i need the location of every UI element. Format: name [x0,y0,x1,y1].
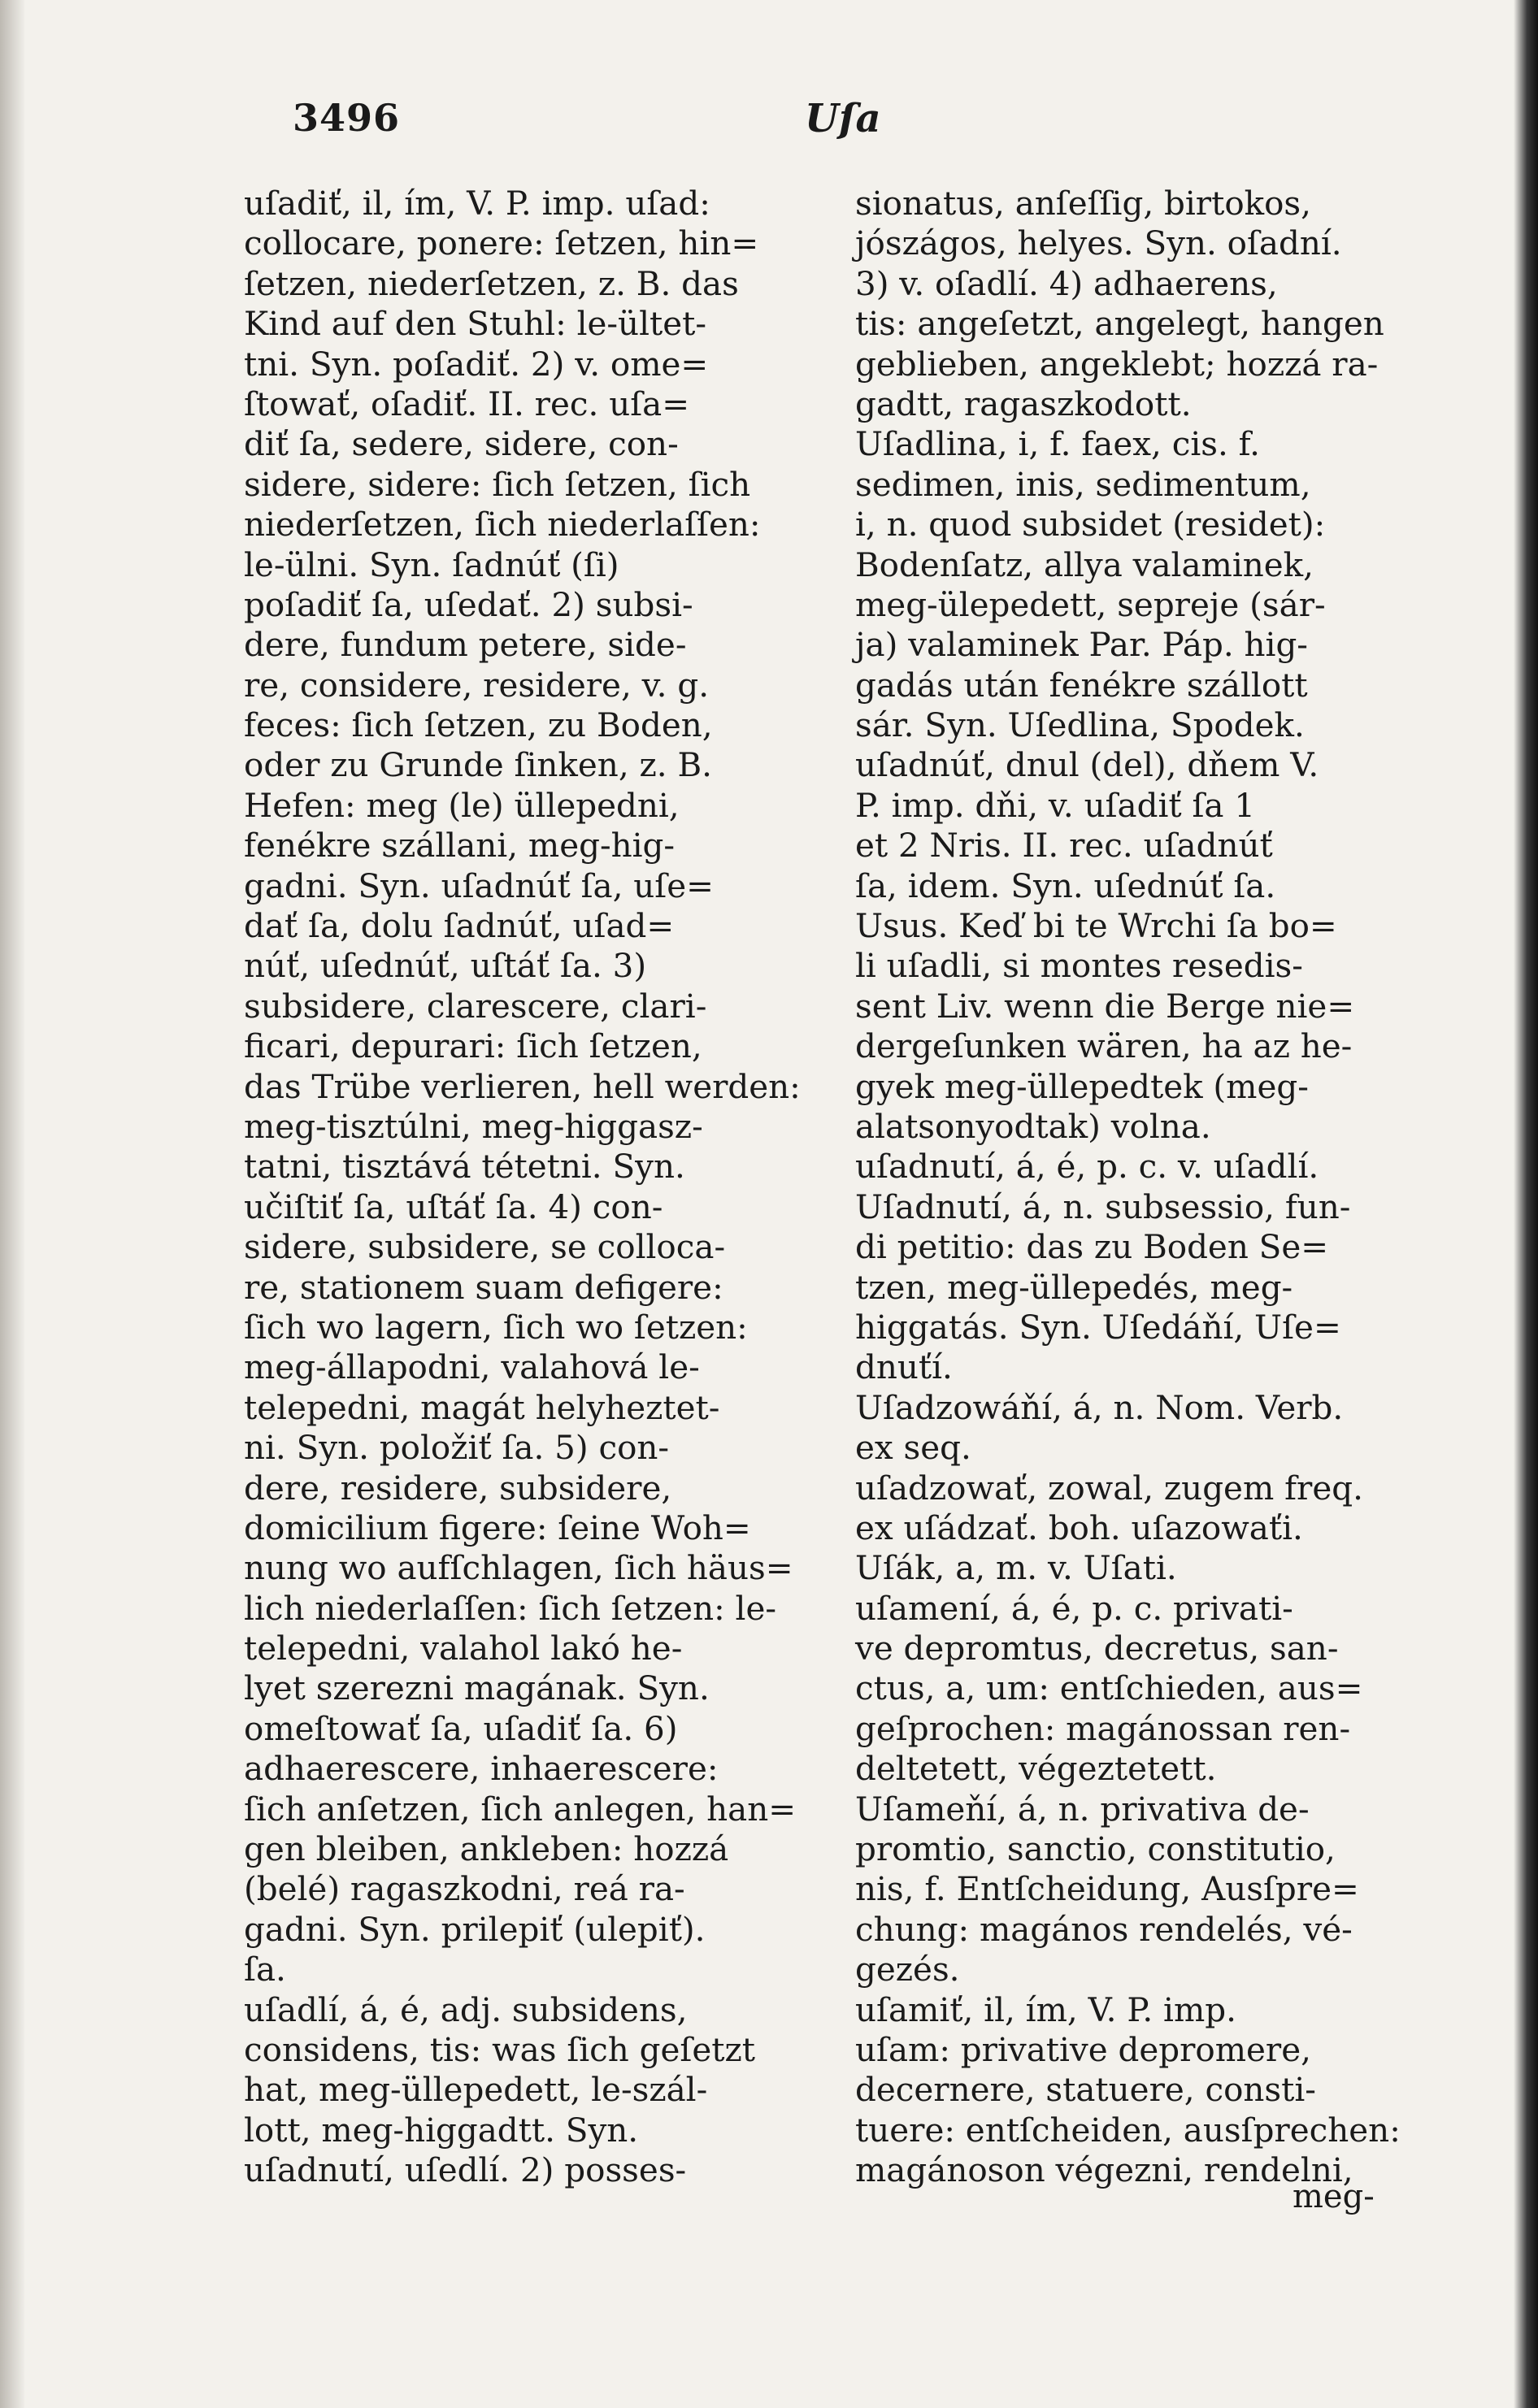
text-line: tni. Syn. poſadiť. 2) v. ome= [244,344,709,384]
text-line: ctus, a, um: entſchieden, aus= [855,1668,1363,1708]
text-line: uſadnúť, dnul (del), dňem V. [855,745,1319,785]
text-line: Uſák, a, m. v. Uſati. [855,1548,1177,1588]
text-line: uſam: privative depromere, [855,2029,1311,2069]
text-line: Uſadlina, i, f. faex, cis. f. [855,424,1260,464]
text-line: Usus. Keď bi te Wrchi ſa bo= [855,906,1337,946]
text-line: nung wo aufſchlagen, ſich häus= [244,1548,793,1588]
text-line: uſamení, á, é, p. c. privati- [855,1588,1293,1628]
text-line: uſamiť, il, ím, V. P. imp. [855,1989,1236,2029]
running-head-word: Uſa [805,96,881,141]
text-line: tzen, meg-üllepedés, meg- [855,1267,1293,1307]
text-line: ſich anſetzen, ſich anlegen, han= [244,1789,797,1829]
text-line: niederſetzen, ſich niederlaſſen: [244,505,761,545]
text-line: ſa. [244,1950,286,1989]
catchword: meg- [1293,2178,1375,2215]
text-line: re, stationem suam defigere: [244,1267,723,1307]
text-line: ſich wo lagern, ſich wo ſetzen: [244,1307,748,1347]
text-line: geblieben, angeklebt; hozzá ra- [855,344,1379,384]
text-line: gezés. [855,1950,960,1989]
text-line: deltetett, végeztetett. [855,1749,1217,1789]
text-line: dnuťí. [855,1347,953,1387]
text-line: collocare, ponere: ſetzen, hin= [244,223,759,263]
text-line: Bodenſatz, allya valaminek, [855,545,1314,584]
text-line: meg-tisztúlni, meg-higgasz- [244,1106,703,1146]
page-number: 3496 [293,96,401,140]
text-line: gadni. Syn. uſadnúť ſa, uſe= [244,866,714,905]
text-line: telepedni, magát helyheztet- [244,1387,720,1427]
text-line: gadtt, ragaszkodott. [855,384,1192,423]
text-line: li uſadli, si montes resedis- [855,946,1303,986]
text-line: oder zu Grunde ſinken, z. B. [244,745,712,785]
text-line: Uſameňí, á, n. privativa de- [855,1789,1310,1829]
text-line: núť, uſednúť, uſtáť ſa. 3) [244,946,647,986]
text-line: higgatás. Syn. Uſedáňí, Uſe= [855,1307,1341,1347]
text-line: diť ſa, sedere, sidere, con- [244,424,679,464]
text-line: meg-állapodni, valahová le- [244,1347,700,1387]
text-line: geſprochen: magánossan ren- [855,1708,1351,1748]
text-line: lyet szerezni magának. Syn. [244,1668,710,1708]
text-line: ni. Syn. položiť ſa. 5) con- [244,1428,670,1468]
text-line: telepedni, valahol lakó he- [244,1629,683,1668]
text-line: uſadnutí, á, é, p. c. v. uſadlí. [855,1147,1319,1187]
text-line: uſadnutí, uſedlí. 2) posses- [244,2150,687,2190]
text-line: poſadiť ſa, uſedať. 2) subsi- [244,584,693,624]
text-line: magánoson végezni, rendelni, [855,2150,1353,2190]
text-line: feces: ſich ſetzen, zu Boden, [244,705,713,745]
text-line: gadni. Syn. prilepiť (ulepiť). [244,1909,706,1949]
text-line: sedimen, inis, sedimentum, [855,464,1311,504]
text-line: dere, fundum petere, side- [244,625,687,665]
page-edge-shadow [1514,0,1538,2408]
text-line: (belé) ragaszkodni, reá ra- [244,1869,685,1909]
text-line: re, considere, residere, v. g. [244,665,710,705]
text-line: decernere, statuere, consti- [855,2070,1316,2110]
text-line: uſadiť, il, ím, V. P. imp. uſad: [244,184,710,223]
text-line: subsidere, clarescere, clari- [244,986,707,1026]
text-line: tatni, tisztává tétetni. Syn. [244,1147,685,1187]
text-line: tuere: entſcheiden, ausſprechen: [855,2110,1401,2150]
text-line: P. imp. dňi, v. uſadiť ſa 1 [855,785,1256,825]
text-line: Hefen: meg (le) üllepedni, [244,785,680,825]
text-line: tis: angeſetzt, angelegt, hangen [855,304,1384,344]
left-column [244,184,837,2191]
text-line: uſadzowať, zowal, zugem freq. [855,1468,1363,1508]
text-line: jószágos, helyes. Syn. oſadní. [855,223,1342,263]
text-line: fenékre szállani, meg-hig- [244,826,676,866]
text-line: lott, meg-higgadtt. Syn. [244,2110,639,2150]
text-line: sidere, sidere: ſich ſetzen, ſich [244,464,751,504]
right-column [855,184,1434,2191]
text-line: omeſtowať ſa, uſadiť ſa. 6) [244,1708,678,1748]
text-line: nis, f. Entſcheidung, Ausſpre= [855,1869,1359,1909]
text-line: lich niederlaſſen: ſich ſetzen: le- [244,1588,777,1628]
text-line: sár. Syn. Uſedlina, Spodek. [855,705,1305,745]
text-line: sionatus, anſeſſig, birtokos, [855,184,1311,223]
text-line: promtio, sanctio, constitutio, [855,1829,1336,1869]
text-line: alatsonyodtak) volna. [855,1106,1211,1146]
text-line: sent Liv. wenn die Berge nie= [855,986,1355,1026]
text-line: meg-ülepedett, sepreje (sár- [855,584,1326,624]
text-line: i, n. quod subsidet (residet): [855,505,1326,545]
binding-shadow [0,0,24,2408]
text-line: gadás után fenékre szállott [855,665,1308,705]
text-line: ve depromtus, decretus, san- [855,1629,1339,1668]
text-line: considens, tis: was ſich geſetzt [244,2029,756,2069]
text-line: ficari, depurari: ſich ſetzen, [244,1026,702,1066]
running-head [293,96,1431,145]
text-line: et 2 Nris. II. rec. uſadnúť [855,826,1273,866]
text-line: ex seq. [855,1428,971,1468]
text-line: dergeſunken wären, ha az he- [855,1026,1353,1066]
text-line: učiſtiť ſa, uſtáť ſa. 4) con- [244,1187,663,1226]
text-line: ſetzen, niederſetzen, z. B. das [244,263,739,303]
text-line: chung: magános rendelés, vé- [855,1909,1353,1949]
text-line: Uſadnutí, á, n. subsessio, fun- [855,1187,1351,1226]
text-line: di petitio: das zu Boden Se= [855,1227,1329,1267]
text-line: le-ülni. Syn. ſadnúť (ſi) [244,545,619,584]
text-line: gen bleiben, ankleben: hozzá [244,1829,729,1869]
text-line: gyek meg-üllepedtek (meg- [855,1066,1309,1106]
text-line: ſa, idem. Syn. uſednúť ſa. [855,866,1276,905]
text-line: hat, meg-üllepedett, le-szál- [244,2070,708,2110]
text-line: dere, residere, subsidere, [244,1468,672,1508]
text-line: 3) v. oſadlí. 4) adhaerens, [855,263,1278,303]
text-line: uſadlí, á, é, adj. subsidens, [244,1989,688,2029]
text-line: dať ſa, dolu ſadnúť, uſad= [244,906,675,946]
text-line: adhaerescere, inhaerescere: [244,1749,719,1789]
text-line: ja) valaminek Par. Páp. hig- [855,625,1308,665]
text-line: Uſadzowáňí, á, n. Nom. Verb. [855,1387,1344,1427]
text-line: sidere, subsidere, se colloca- [244,1227,726,1267]
text-line: ex uſádzať. boh. uſazowaťi. [855,1508,1303,1547]
text-line: domicilium figere: ſeine Woh= [244,1508,751,1547]
text-line: das Trübe verlieren, hell werden: [244,1066,801,1106]
text-line: ſtowať, oſadiť. II. rec. uſa= [244,384,690,423]
text-line: Kind auf den Stuhl: le-ültet- [244,304,706,344]
